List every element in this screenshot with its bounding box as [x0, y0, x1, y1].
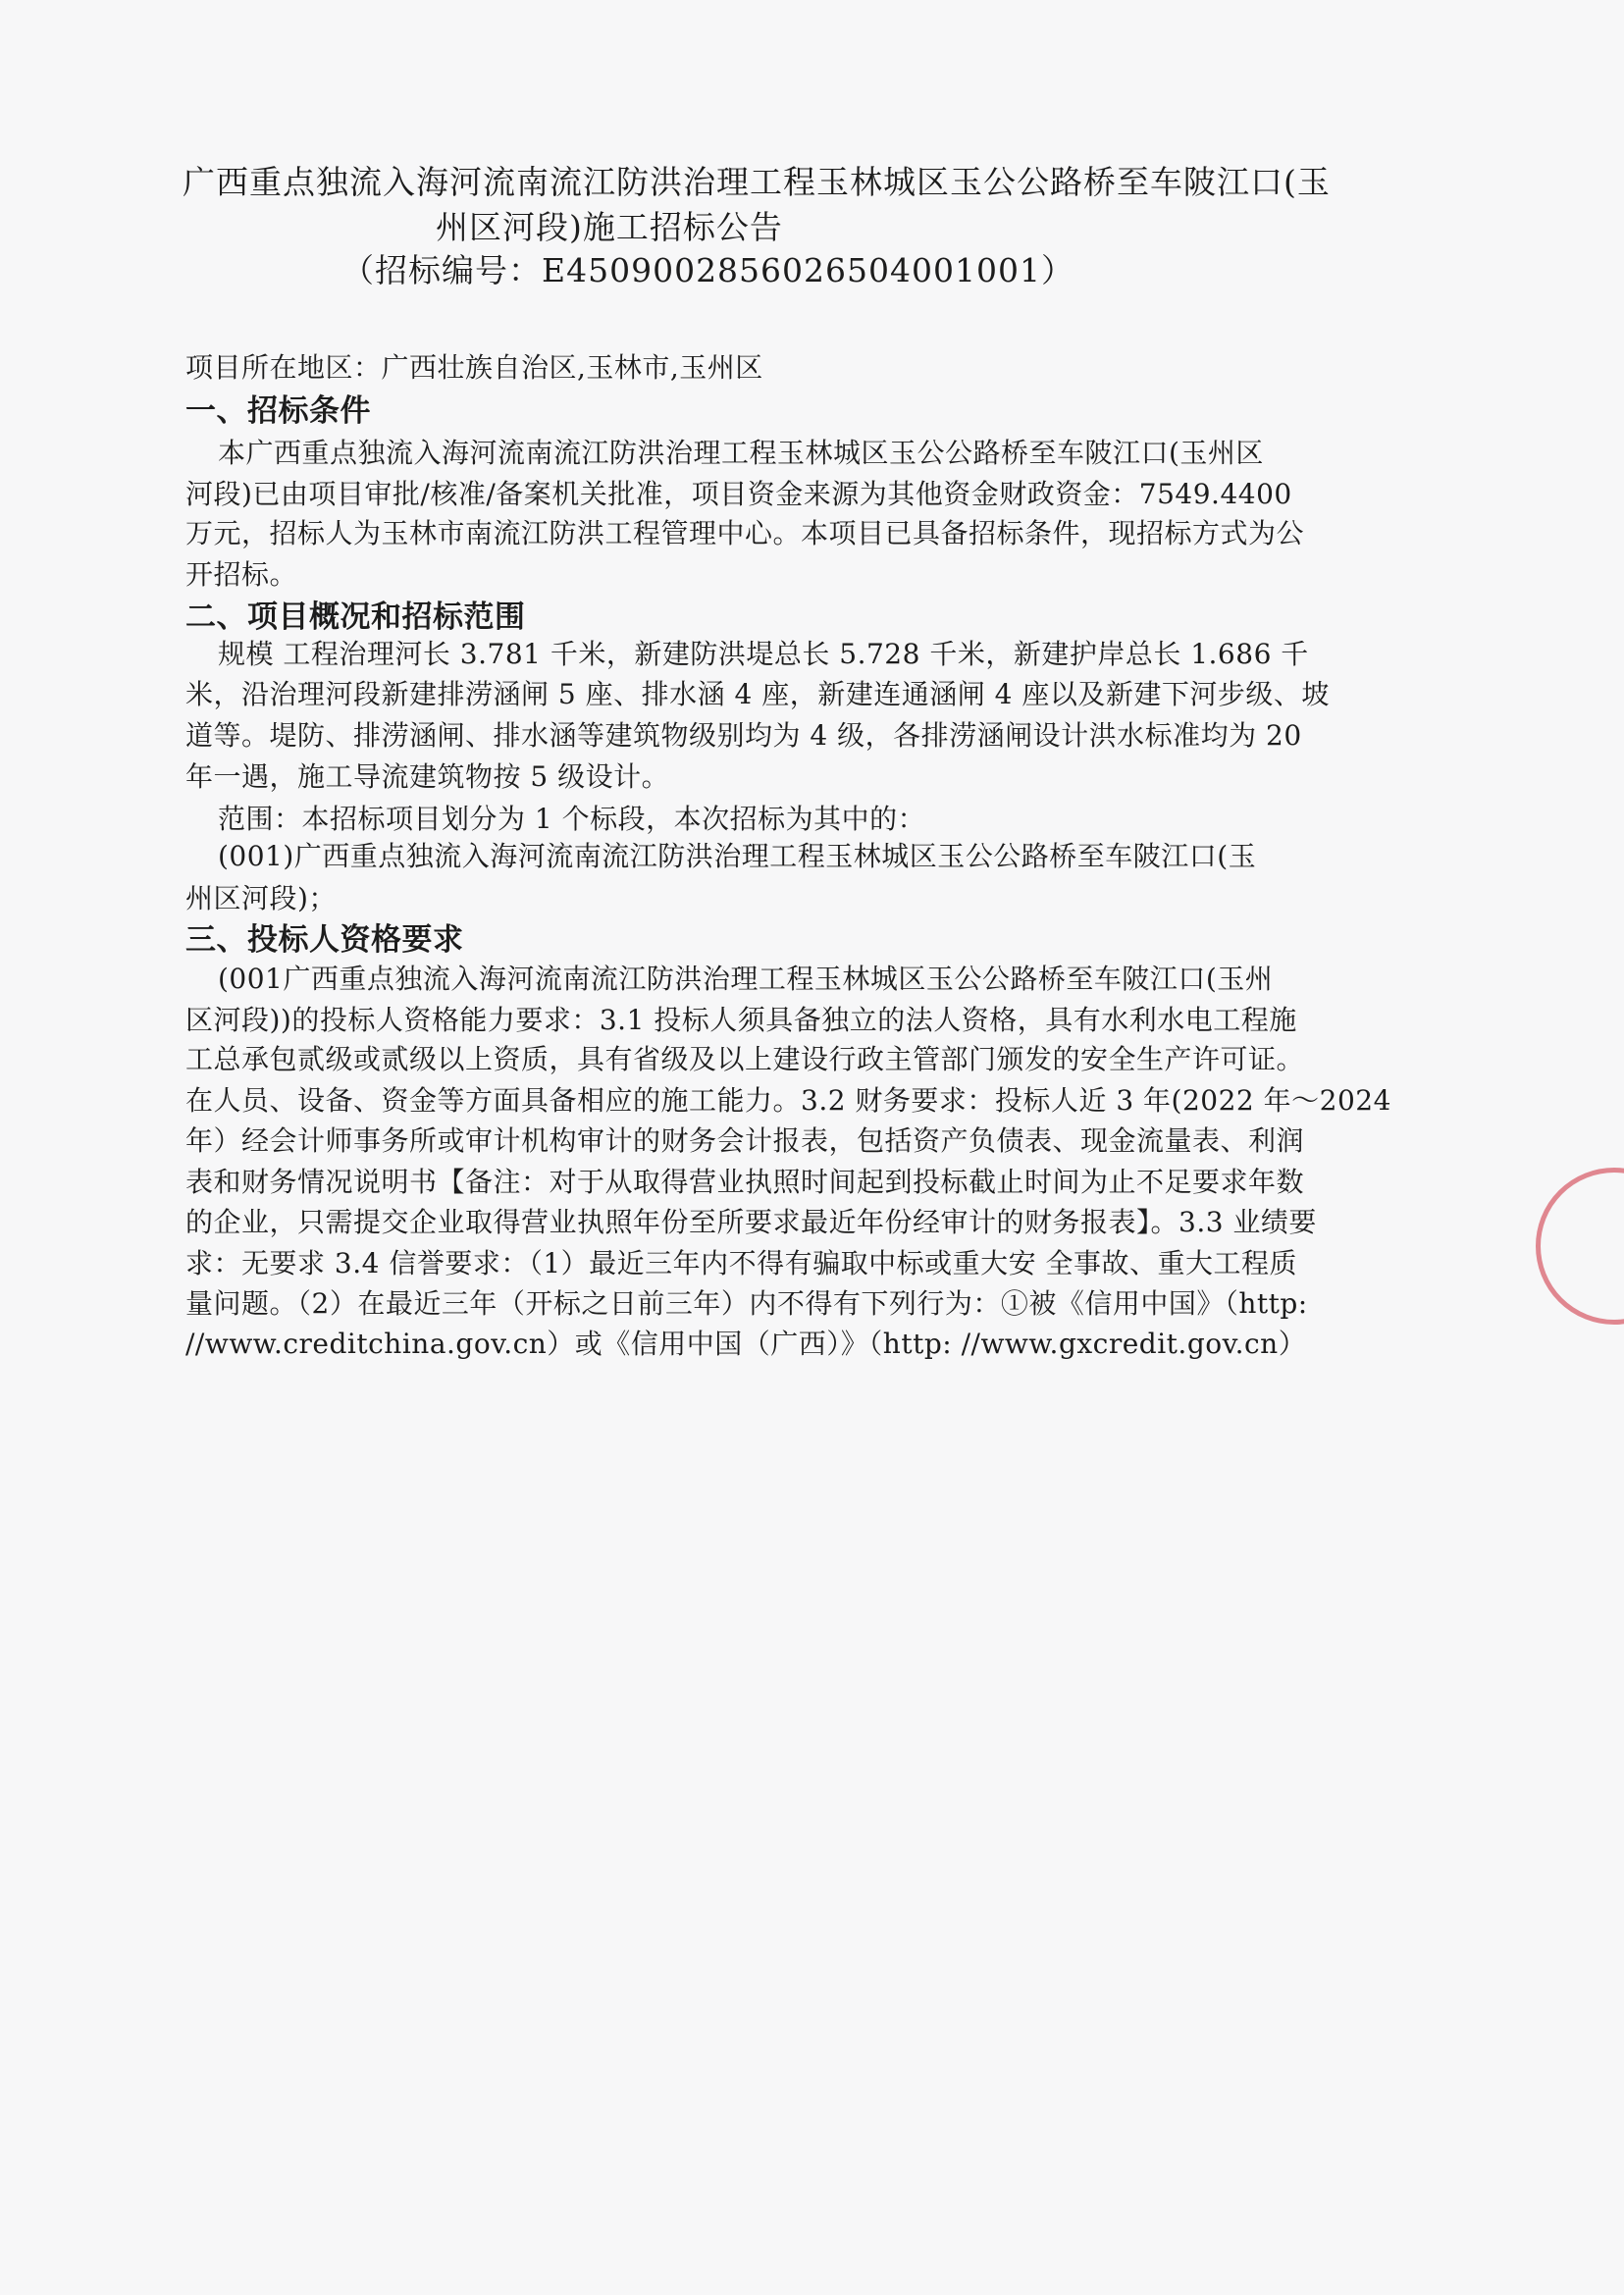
section2-line: (001)广西重点独流入海河流南流江防洪治理工程玉林城区玉公公路桥至车陂江口(玉	[218, 840, 1257, 872]
section2-line: 米，沿治理河段新建排涝涵闸 5 座、排水涵 4 座，新建连通涵闸 4 座以及新建下河步级、坡	[185, 678, 1330, 710]
section-heading-1: 一、招标条件	[185, 393, 371, 429]
red-seal-stamp	[1536, 1168, 1624, 1325]
section3-line: 区河段))的投标人资格能力要求：3.1 投标人须具备独立的法人资格，具有水利水电工程施	[185, 1004, 1297, 1036]
section2-line: 道等。堤防、排涝涵闸、排水涵等建筑物级别均为 4 级，各排涝涵闸设计洪水标准均为 20	[185, 719, 1302, 752]
section3-line: //www.creditchina.gov.cn）或《信用中国（广西）》（http: //www.gxcredit.gov.cn）	[185, 1328, 1307, 1360]
section1-line: 本广西重点独流入海河流南流江防洪治理工程玉林城区玉公公路桥至车陂江口(玉州区	[218, 437, 1264, 469]
section3-line: 的企业，只需提交企业取得营业执照年份至所要求最近年份经审计的财务报表】。3.3 业绩要	[185, 1206, 1317, 1238]
section1-line: 万元，招标人为玉林市南流江防洪工程管理中心。本项目已具备招标条件，现招标方式为公	[185, 517, 1305, 549]
section2-line: 规模 工程治理河长 3.781 千米，新建防洪堤总长 5.728 千米，新建护岸总长 1.686 千	[218, 638, 1309, 670]
project-location: 项目所在地区：广西壮族自治区,玉林市,玉州区	[185, 351, 763, 384]
section1-line: 河段)已由项目审批/核准/备案机关批准，项目资金来源为其他资金财政资金：7549.4400	[185, 478, 1292, 510]
section-heading-2: 二、项目概况和招标范围	[185, 600, 526, 635]
section3-line: 量问题。（2）在最近三年（开标之日前三年）内不得有下列行为：①被《信用中国》（http:	[185, 1287, 1308, 1320]
section-heading-3: 三、投标人资格要求	[185, 922, 464, 958]
section3-line: 工总承包贰级或贰级以上资质，具有省级及以上建设行政主管部门颁发的安全生产许可证。	[185, 1043, 1305, 1075]
section2-line: 范围：本招标项目划分为 1 个标段，本次招标为其中的：	[218, 803, 926, 835]
title-line-1: 广西重点独流入海河流南流江防洪治理工程玉林城区玉公公路桥至车陂江口(玉	[183, 163, 1331, 201]
section3-line: (001广西重点独流入海河流南流江防洪治理工程玉林城区玉公公路桥至车陂江口(玉州	[218, 963, 1274, 995]
section3-line: 在人员、设备、资金等方面具备相应的施工能力。3.2 财务要求：投标人近 3 年(2022 年～2024	[185, 1084, 1391, 1117]
section1-line: 开招标。	[185, 558, 298, 591]
section2-line: 州区河段)；	[185, 882, 337, 914]
section3-line: 表和财务情况说明书【备注：对于从取得营业执照时间起到投标截止时间为止不足要求年数	[185, 1166, 1305, 1198]
title-line-2: 州区河段)施工招标公告	[436, 208, 783, 246]
tender-code: （招标编号：E4509002856026504001001）	[341, 251, 1074, 289]
section3-line: 求：无要求 3.4 信誉要求：（1）最近三年内不得有骗取中标或重大安 全事故、重大工程质	[185, 1247, 1298, 1279]
section2-line: 年一遇，施工导流建筑物按 5 级设计。	[185, 760, 670, 793]
section3-line: 年）经会计师事务所或审计机构审计的财务会计报表，包括资产负债表、现金流量表、利润	[185, 1124, 1305, 1157]
